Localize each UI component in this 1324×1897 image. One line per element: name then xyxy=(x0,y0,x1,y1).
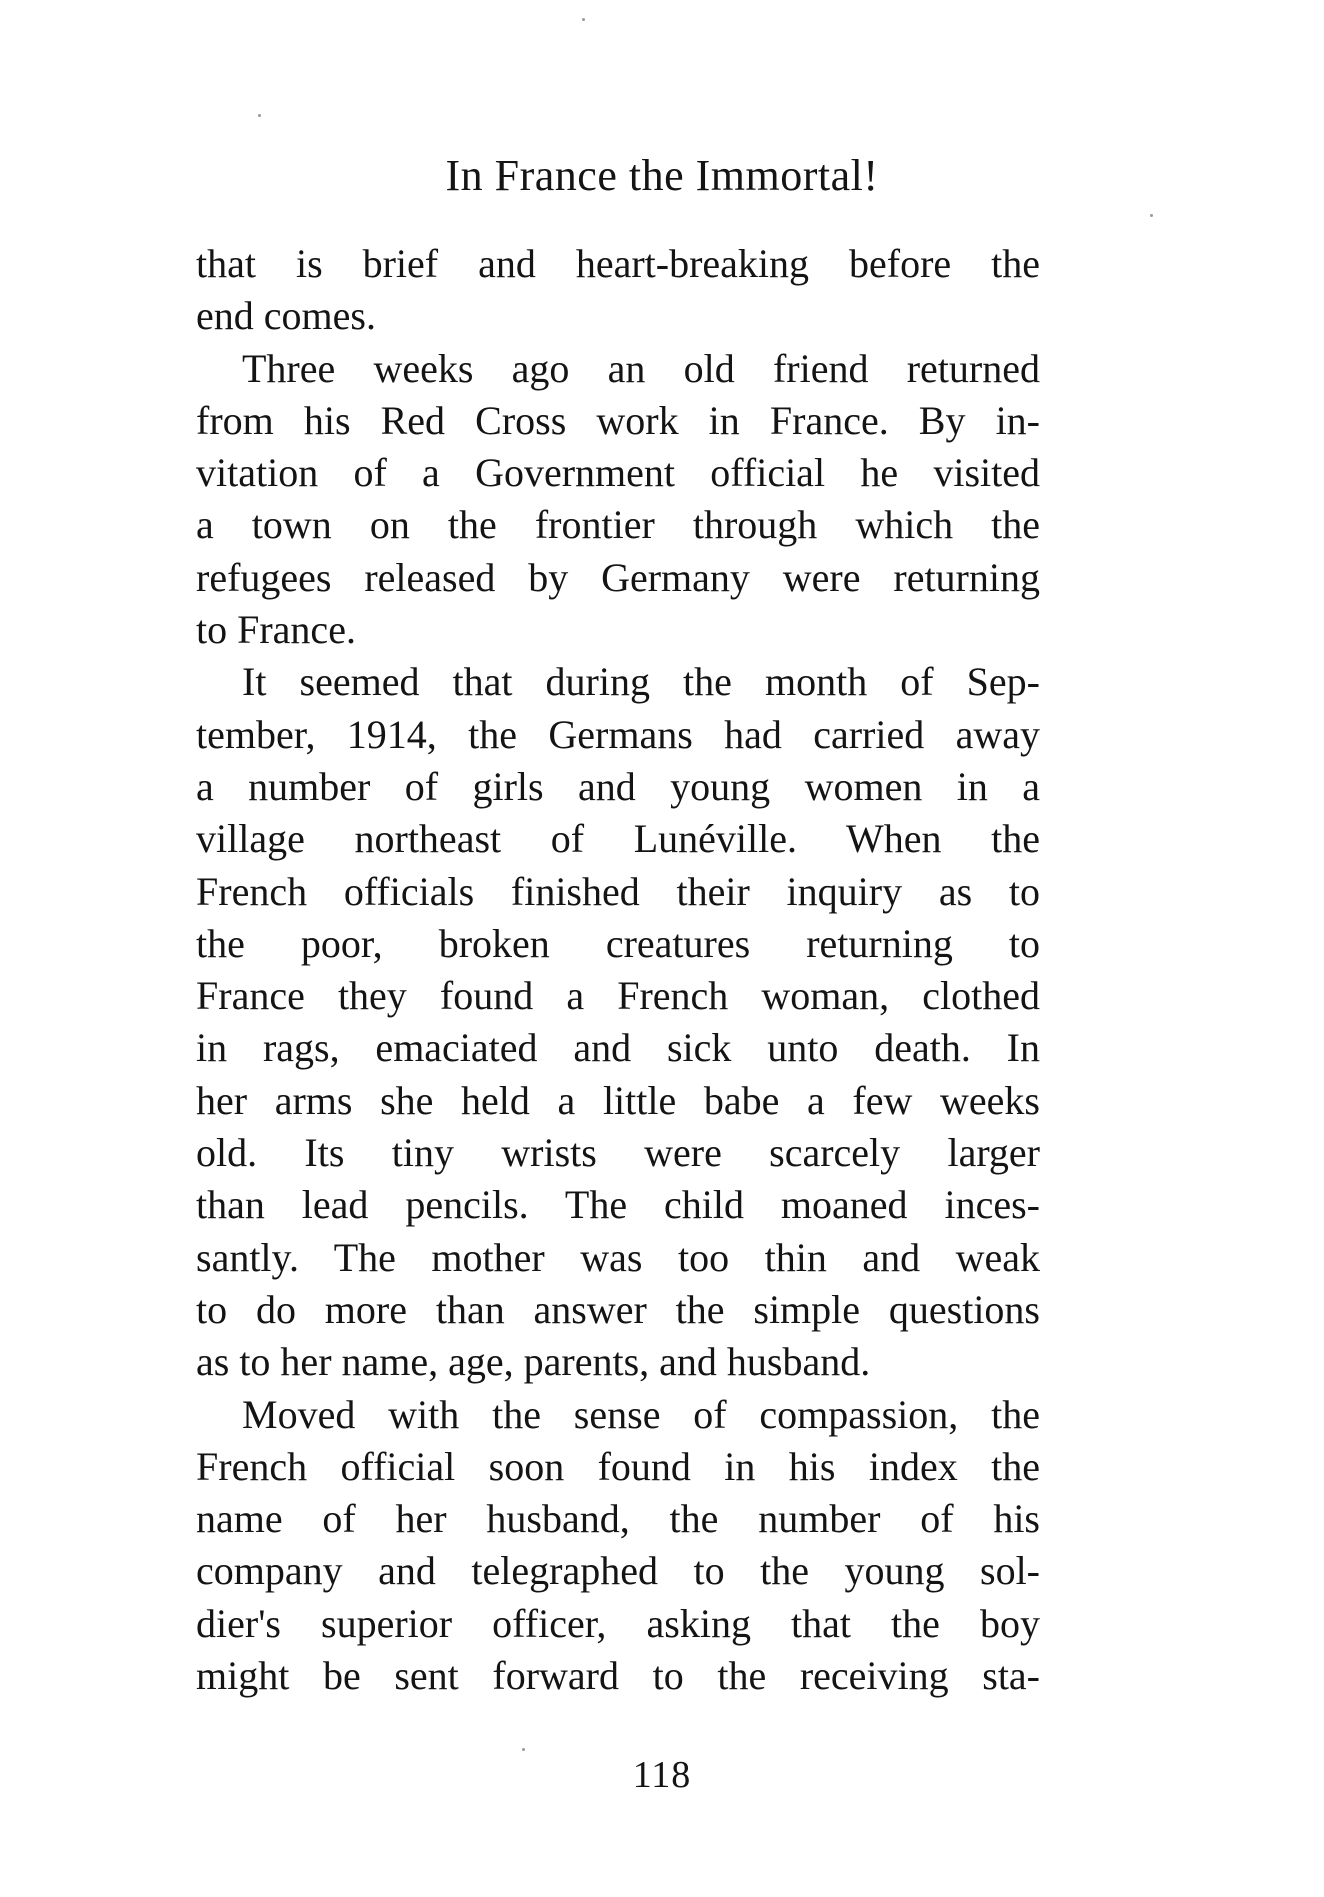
running-head: In France the Immortal! xyxy=(445,151,879,200)
body-text xyxy=(196,238,1040,1702)
text-line: vitation of a Government official he visited xyxy=(196,450,1040,496)
text-line: refugees released by Germany were returning xyxy=(196,554,1040,600)
text-line: from his Red Cross work in France. By in- xyxy=(196,397,1040,443)
text-line: a town on the frontier through which the xyxy=(196,502,1040,548)
text-line: the poor, broken creatures returning to xyxy=(196,920,1040,966)
text-line: might be sent forward to the receiving sta- xyxy=(196,1653,1040,1699)
text-line: French official soon found in his index the xyxy=(196,1443,1040,1489)
text-line: as to her name, age, parents, and husband. xyxy=(196,1339,871,1385)
text-line: to do more than answer the simple questions xyxy=(196,1286,1040,1332)
text-line: old. Its tiny wrists were scarcely larger xyxy=(196,1130,1040,1176)
paper-speck xyxy=(1150,214,1153,217)
paper-speck xyxy=(258,114,261,117)
text-line: tember, 1914, the Germans had carried away xyxy=(196,711,1040,757)
text-line: santly. The mother was too thin and weak xyxy=(196,1234,1040,1280)
paper-speck xyxy=(582,18,585,21)
text-line: end comes. xyxy=(196,293,376,339)
text-line: It seemed that during the month of Sep- xyxy=(242,659,1040,705)
text-line: name of her husband, the number of his xyxy=(196,1496,1040,1542)
text-line: than lead pencils. The child moaned inces- xyxy=(196,1182,1040,1228)
text-line: dier's superior officer, asking that the boy xyxy=(196,1600,1040,1646)
text-line: in rags, emaciated and sick unto death. In xyxy=(196,1025,1040,1071)
text-line: a number of girls and young women in a xyxy=(196,763,1040,809)
text-line: to France. xyxy=(196,607,356,653)
text-line: Moved with the sense of compassion, the xyxy=(242,1391,1040,1437)
text-line: Three weeks ago an old friend returned xyxy=(242,345,1040,391)
text-line: French officials finished their inquiry as to xyxy=(196,868,1040,914)
text-line: France they found a French woman, clothed xyxy=(196,973,1040,1019)
text-line: her arms she held a little babe a few weeks xyxy=(196,1077,1040,1123)
paper-speck xyxy=(522,1748,525,1751)
text-line: company and telegraphed to the young sol- xyxy=(196,1548,1040,1594)
text-line: that is brief and heart-breaking before the xyxy=(196,241,1040,286)
page-number: 118 xyxy=(632,1754,692,1796)
text-line: village northeast of Lunéville. When the xyxy=(196,816,1040,862)
